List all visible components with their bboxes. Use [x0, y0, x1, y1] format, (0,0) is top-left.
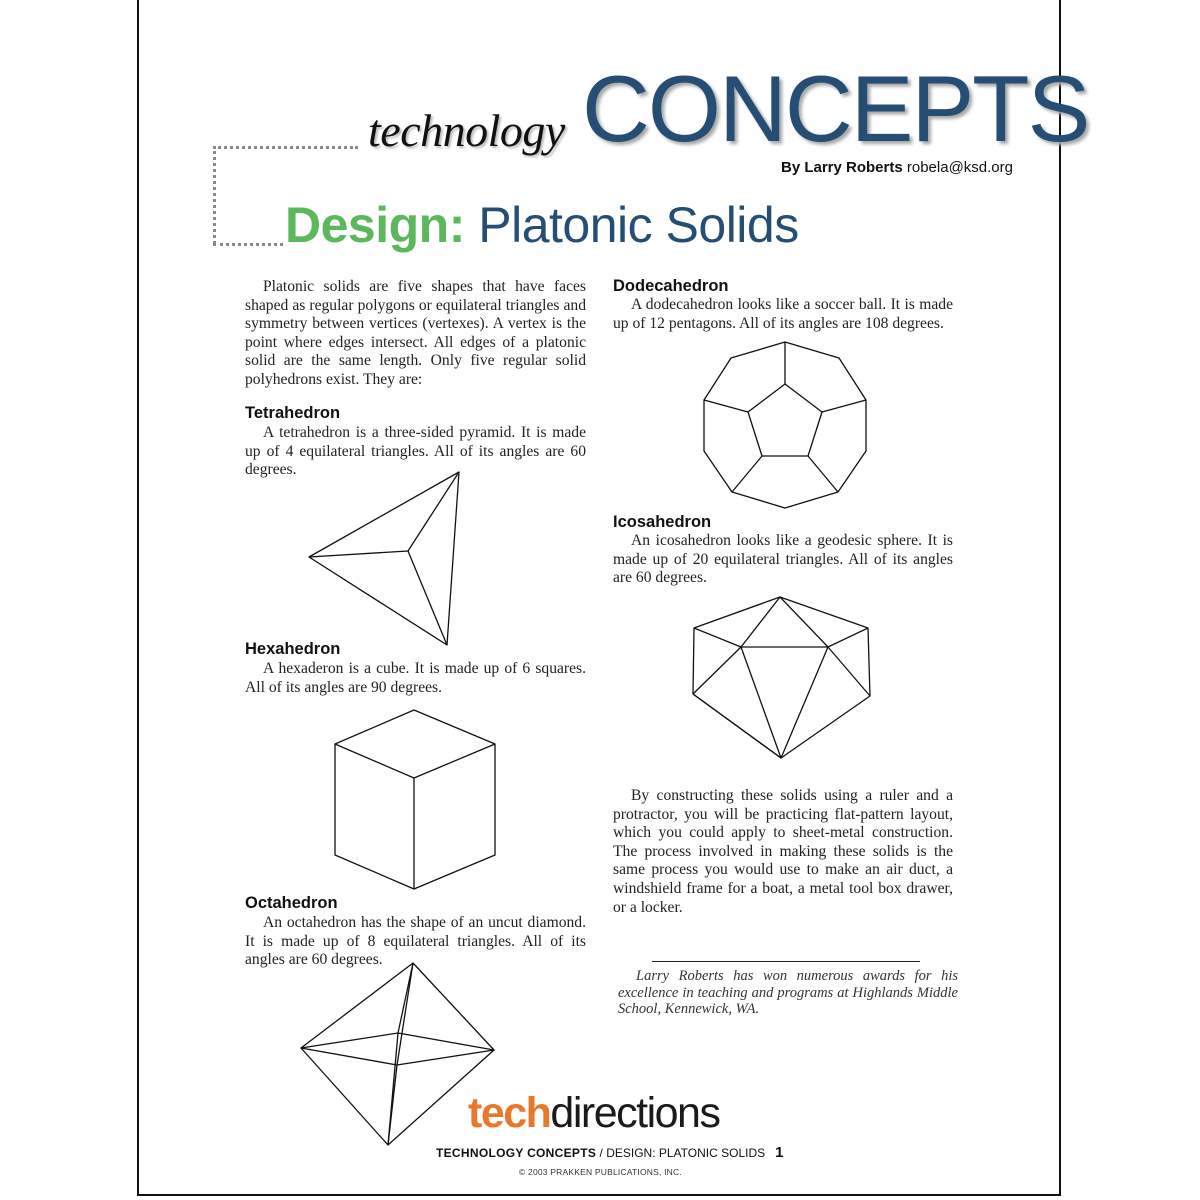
author-email: robela@ksd.org	[906, 159, 1013, 176]
icosahedron-edge	[780, 597, 828, 647]
author-name: By Larry Roberts	[780, 159, 903, 176]
intro-text: Platonic solids are five shapes that have faces shaped as regular polygons or equilateral triangles and symmetry between vertices (vertexes). A vertex is the point where edges intersect. All edges of a platonic solid are the same length. Only five regular solid polyhedrons exist. They are:	[245, 278, 586, 388]
icosahedron-edge	[828, 628, 868, 647]
octahedron-text: An octahedron has the shape of an uncut diamond. It is made up of 8 equilateral triangles. All of its angles are 60 degrees.	[245, 914, 586, 969]
heading-tetrahedron: Tetrahedron	[245, 404, 341, 422]
dodecahedron-text: A dodecahedron looks like a soccer ball. It is made up of 12 pentagons. All of its angles are 108 degrees.	[613, 296, 953, 332]
author-bio	[618, 968, 958, 1018]
icosahedron-edge	[693, 647, 741, 694]
logo-tech: tech	[468, 1089, 551, 1137]
page-number: 1	[775, 1144, 784, 1161]
heading-octahedron: Octahedron	[245, 894, 338, 912]
conclusion-paragraph	[613, 787, 953, 917]
hexahedron-text: A hexaderon is a cube. It is made up of 6 squares. All of its angles are 90 degrees.	[245, 660, 586, 696]
icosahedron-outline	[693, 597, 870, 758]
author-bio-text: Larry Roberts has won numerous awards for his excellence in teaching and programs at Highlands Middle School, Kennewick, WA.	[618, 968, 958, 1018]
title-topic: Platonic Solids	[478, 197, 799, 253]
copyright: © 2003 PRAKKEN PUBLICATIONS, INC.	[519, 1167, 682, 1177]
heading-hexahedron: Hexahedron	[245, 640, 341, 658]
heading-icosahedron: Icosahedron	[613, 513, 712, 531]
icosahedron-text: An icosahedron looks like a geodesic sphere. It is made up of 20 equilateral triangles. All of its angles are 60 degrees.	[613, 532, 953, 587]
masthead-technology: technology	[368, 105, 565, 156]
heading-dodecahedron: Dodecahedron	[613, 277, 729, 295]
icosahedron-front-face	[741, 647, 828, 758]
icosahedron-edge	[828, 647, 870, 696]
footer-article: DESIGN: PLATONIC SOLIDS	[606, 1146, 766, 1160]
bio-divider	[652, 961, 920, 962]
techdirections-logo	[468, 1089, 720, 1137]
icosahedron-edge	[693, 694, 781, 758]
footer-section: TECHNOLOGY CONCEPTS	[436, 1146, 597, 1160]
tetrahedron-text: A tetrahedron is a three-sided pyramid. It is made up of 4 equilateral triangles. All of its angles are 60 degrees.	[245, 424, 586, 479]
icosahedron-edge	[694, 628, 741, 647]
title-design: Design:	[285, 197, 465, 253]
footer-separator: /	[596, 1146, 607, 1160]
page-footer	[436, 1144, 783, 1161]
masthead-concepts: CONCEPTS	[582, 56, 1089, 161]
conclusion-text: By constructing these solids using a ruler and a protractor, you will be practicing flat-pattern layout, which you could apply to sheet-metal construction. The process involved in making these solids is the same process you would use to make an air duct, a windshield frame for a boat, a metal tool box drawer, or a locker.	[613, 787, 953, 916]
logo-directions: directions	[550, 1089, 720, 1137]
